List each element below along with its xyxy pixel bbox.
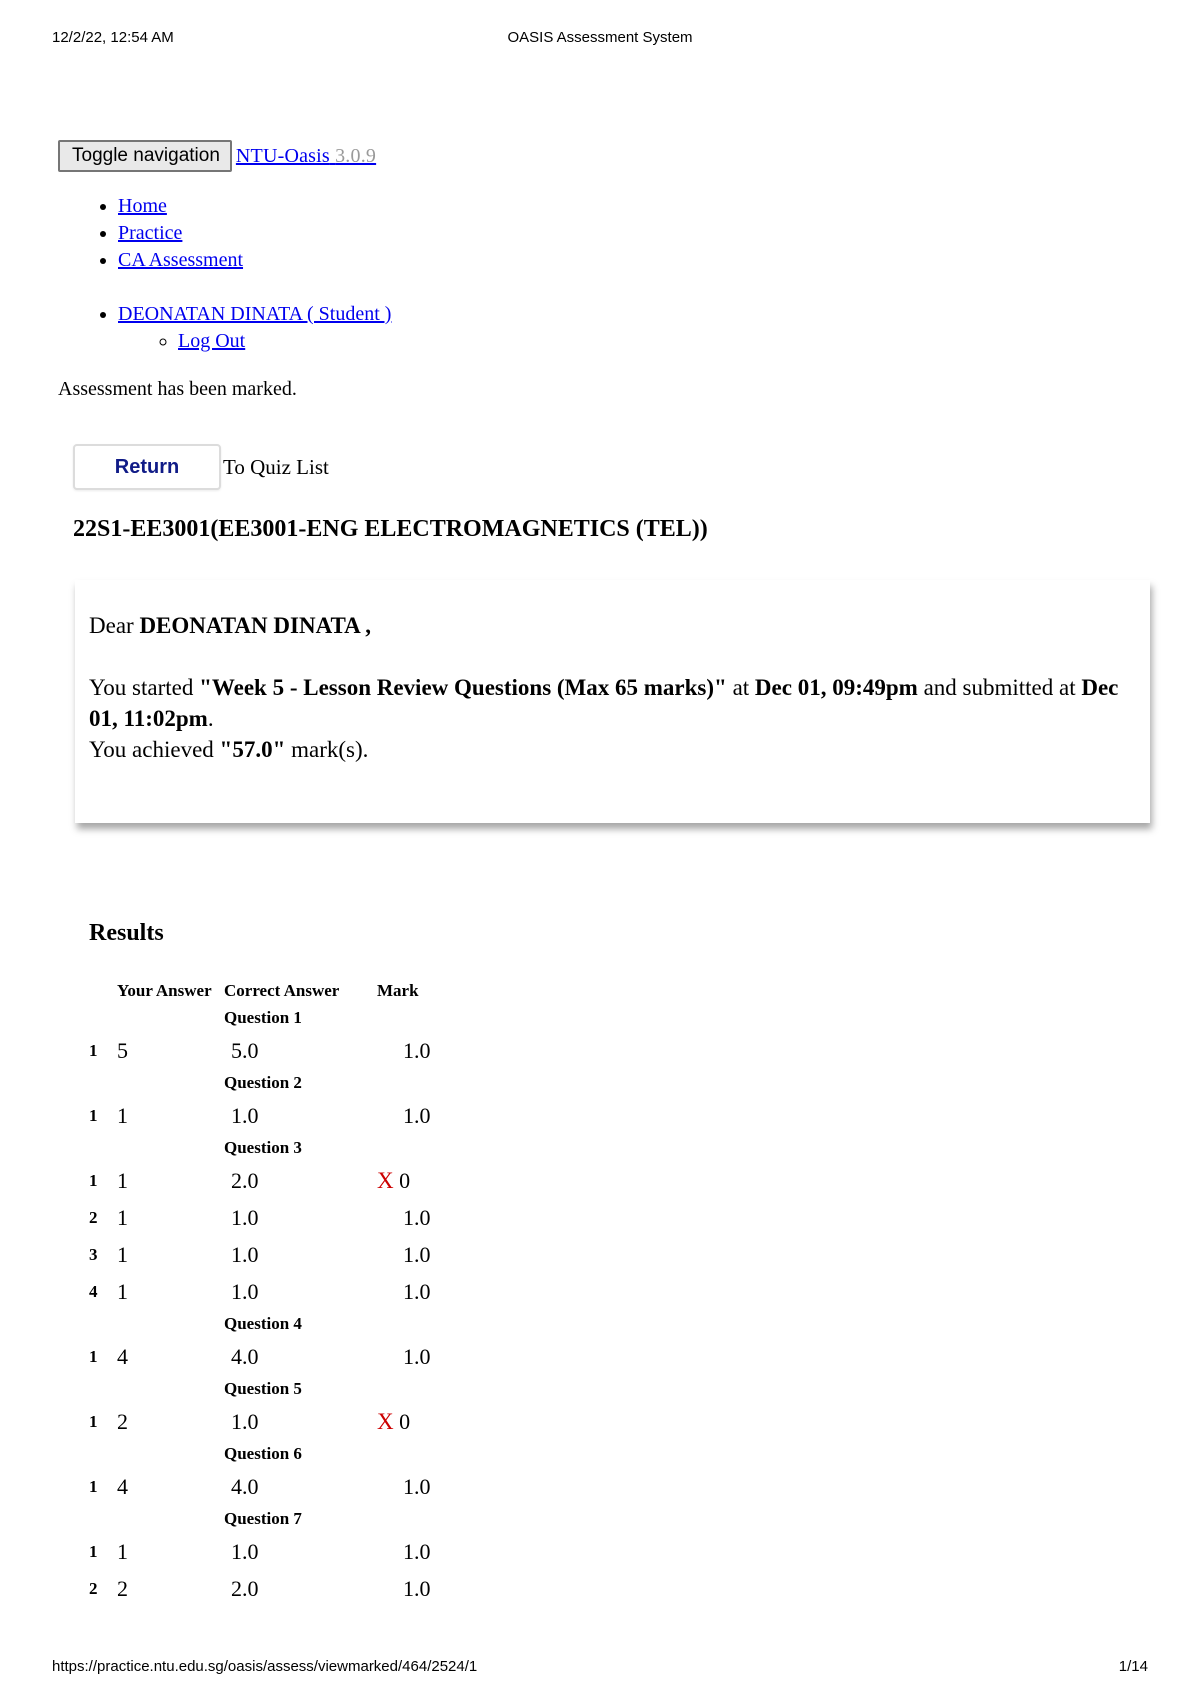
part-index: 1 — [89, 1105, 98, 1125]
mark-cell — [377, 1236, 457, 1273]
question-header-row — [89, 1440, 457, 1468]
correct-answer-cell: 2.0 — [231, 1167, 259, 1193]
question-label: Question 6 — [224, 1444, 302, 1463]
question-label: Question 2 — [224, 1073, 302, 1092]
your-answer-cell: 2 — [117, 1575, 128, 1601]
mark-cell — [377, 1338, 457, 1375]
mark-cell — [377, 1097, 457, 1134]
question-header-row — [89, 1310, 457, 1338]
status-message: Assessment has been marked. — [58, 378, 297, 400]
question-header-row — [89, 1004, 457, 1032]
part-index: 1 — [89, 1476, 98, 1496]
your-answer-cell: 1 — [117, 1167, 128, 1193]
your-answer-cell: 4 — [117, 1343, 128, 1369]
table-row — [89, 1468, 457, 1505]
wrong-x-icon: X — [377, 1408, 394, 1434]
mark-value: 1.0 — [403, 1204, 431, 1230]
correct-answer-cell: 4.0 — [231, 1343, 259, 1369]
mark-cell — [377, 1273, 457, 1310]
question-label: Question 1 — [224, 1008, 302, 1027]
table-row — [89, 1199, 457, 1236]
mark-cell — [377, 1468, 457, 1505]
correct-answer-cell: 1.0 — [231, 1408, 259, 1434]
correct-answer-cell: 1.0 — [231, 1538, 259, 1564]
score: "57.0" — [219, 737, 286, 762]
part-index: 1 — [89, 1411, 98, 1431]
mark-cell — [377, 1570, 457, 1607]
table-row — [89, 1338, 457, 1375]
menu-item-logout — [178, 328, 391, 355]
start-time: Dec 01, 09:49pm — [754, 675, 918, 700]
wrong-x-icon: X — [377, 1167, 394, 1193]
your-answer-cell: 4 — [117, 1473, 128, 1499]
toggle-navigation-button[interactable]: Toggle navigation — [58, 140, 232, 172]
your-answer-cell: 1 — [117, 1204, 128, 1230]
col-correct-answer: Correct Answer — [224, 981, 340, 1000]
mark-cell — [377, 1032, 457, 1069]
question-label: Question 7 — [224, 1509, 302, 1528]
results-title: Results — [89, 920, 164, 946]
print-page-number: 1/14 — [1118, 1658, 1148, 1675]
correct-answer-cell: 1.0 — [231, 1204, 259, 1230]
started-prefix: You started — [89, 675, 194, 700]
user-submenu — [118, 328, 391, 355]
return-suffix-text: To Quiz List — [223, 454, 329, 479]
your-answer-cell: 1 — [117, 1102, 128, 1128]
menu-item-user — [118, 301, 391, 355]
mark-value: 1.0 — [403, 1037, 431, 1063]
correct-answer-cell: 2.0 — [231, 1575, 259, 1601]
results-header-row — [89, 978, 457, 1004]
your-answer-cell: 1 — [117, 1241, 128, 1267]
table-row — [89, 1097, 457, 1134]
ca-assessment-link[interactable]: CA Assessment — [118, 249, 244, 271]
achieved-prefix: You achieved — [89, 737, 214, 762]
navbar — [58, 140, 376, 172]
period: . — [207, 706, 214, 731]
table-row — [89, 1032, 457, 1069]
question-header-row — [89, 1375, 457, 1403]
logout-link[interactable]: Log Out — [178, 330, 246, 352]
mark-cell — [377, 1199, 457, 1236]
mark-value: 1.0 — [403, 1278, 431, 1304]
part-index: 2 — [89, 1578, 98, 1598]
practice-link[interactable]: Practice — [118, 222, 183, 244]
mark-cell — [377, 1162, 457, 1199]
your-answer-cell: 2 — [117, 1408, 128, 1434]
brand-link[interactable] — [236, 145, 376, 168]
and-submitted: and submitted at — [923, 675, 1076, 700]
table-row — [89, 1162, 457, 1199]
mark-value: 1.0 — [403, 1575, 431, 1601]
main-menu — [58, 193, 243, 274]
correct-answer-cell: 1.0 — [231, 1102, 259, 1128]
student-name: DEONATAN DINATA , — [139, 613, 371, 638]
part-index: 1 — [89, 1170, 98, 1190]
correct-answer-cell: 1.0 — [231, 1241, 259, 1267]
submit-time: Dec 01, 11:02pm — [89, 675, 1119, 731]
col-mark: Mark — [377, 981, 419, 1000]
part-index: 2 — [89, 1207, 98, 1227]
question-header-row — [89, 1134, 457, 1162]
greeting — [89, 610, 1139, 641]
your-answer-cell: 5 — [117, 1037, 128, 1063]
part-index: 3 — [89, 1244, 98, 1264]
greeting-prefix: Dear — [89, 613, 134, 638]
your-answer-cell: 1 — [117, 1278, 128, 1304]
col-your-answer: Your Answer — [117, 981, 212, 1000]
table-row — [89, 1273, 457, 1310]
return-button[interactable]: Return — [73, 444, 221, 490]
mark-value: 0 — [399, 1408, 411, 1434]
table-row — [89, 1403, 457, 1440]
part-index: 1 — [89, 1040, 98, 1060]
mark-cell — [377, 1403, 457, 1440]
your-answer-cell: 1 — [117, 1538, 128, 1564]
achieved-suffix: mark(s). — [291, 737, 369, 762]
print-datetime: 12/2/22, 12:54 AM — [52, 29, 174, 46]
question-label: Question 3 — [224, 1138, 302, 1157]
question-header-row — [89, 1069, 457, 1097]
part-index: 1 — [89, 1541, 98, 1561]
mark-cell — [377, 1533, 457, 1570]
table-row — [89, 1570, 457, 1607]
question-label: Question 5 — [224, 1379, 302, 1398]
score-info — [89, 734, 1139, 765]
print-page-title: OASIS Assessment System — [507, 29, 693, 46]
return-row — [73, 444, 329, 490]
user-menu — [58, 301, 391, 355]
summary-card — [75, 580, 1150, 823]
mark-value: 1.0 — [403, 1538, 431, 1564]
course-title: 22S1-EE3001(EE3001-ENG ELECTROMAGNETICS (TEL)) — [73, 516, 708, 542]
print-url: https://practice.ntu.edu.sg/oasis/assess/viewmarked/464/2524/1 — [52, 1658, 478, 1675]
user-link[interactable]: DEONATAN DINATA ( Student ) — [118, 303, 392, 325]
mark-value: 1.0 — [403, 1102, 431, 1128]
results-table — [89, 978, 457, 1607]
correct-answer-cell: 4.0 — [231, 1473, 259, 1499]
question-label: Question 4 — [224, 1314, 302, 1333]
brand-version: 3.0.9 — [335, 144, 377, 167]
mark-value: 1.0 — [403, 1241, 431, 1267]
question-header-row — [89, 1505, 457, 1533]
brand-name: NTU-Oasis — [235, 144, 330, 167]
mark-value: 0 — [399, 1167, 411, 1193]
quiz-info — [89, 672, 1139, 734]
correct-answer-cell: 1.0 — [231, 1278, 259, 1304]
part-index: 4 — [89, 1281, 98, 1301]
menu-item-ca-assessment — [118, 247, 243, 274]
results-body — [89, 1004, 457, 1607]
table-row — [89, 1533, 457, 1570]
home-link[interactable]: Home — [118, 195, 167, 217]
quiz-name: "Week 5 - Lesson Review Questions (Max 65 marks)" — [199, 675, 727, 700]
menu-item-home — [118, 193, 243, 220]
mark-value: 1.0 — [403, 1473, 431, 1499]
correct-answer-cell: 5.0 — [231, 1037, 259, 1063]
summary-text — [89, 610, 1139, 765]
table-row — [89, 1236, 457, 1273]
at-label: at — [732, 675, 750, 700]
part-index: 1 — [89, 1346, 98, 1366]
menu-item-practice — [118, 220, 243, 247]
mark-value: 1.0 — [403, 1343, 431, 1369]
